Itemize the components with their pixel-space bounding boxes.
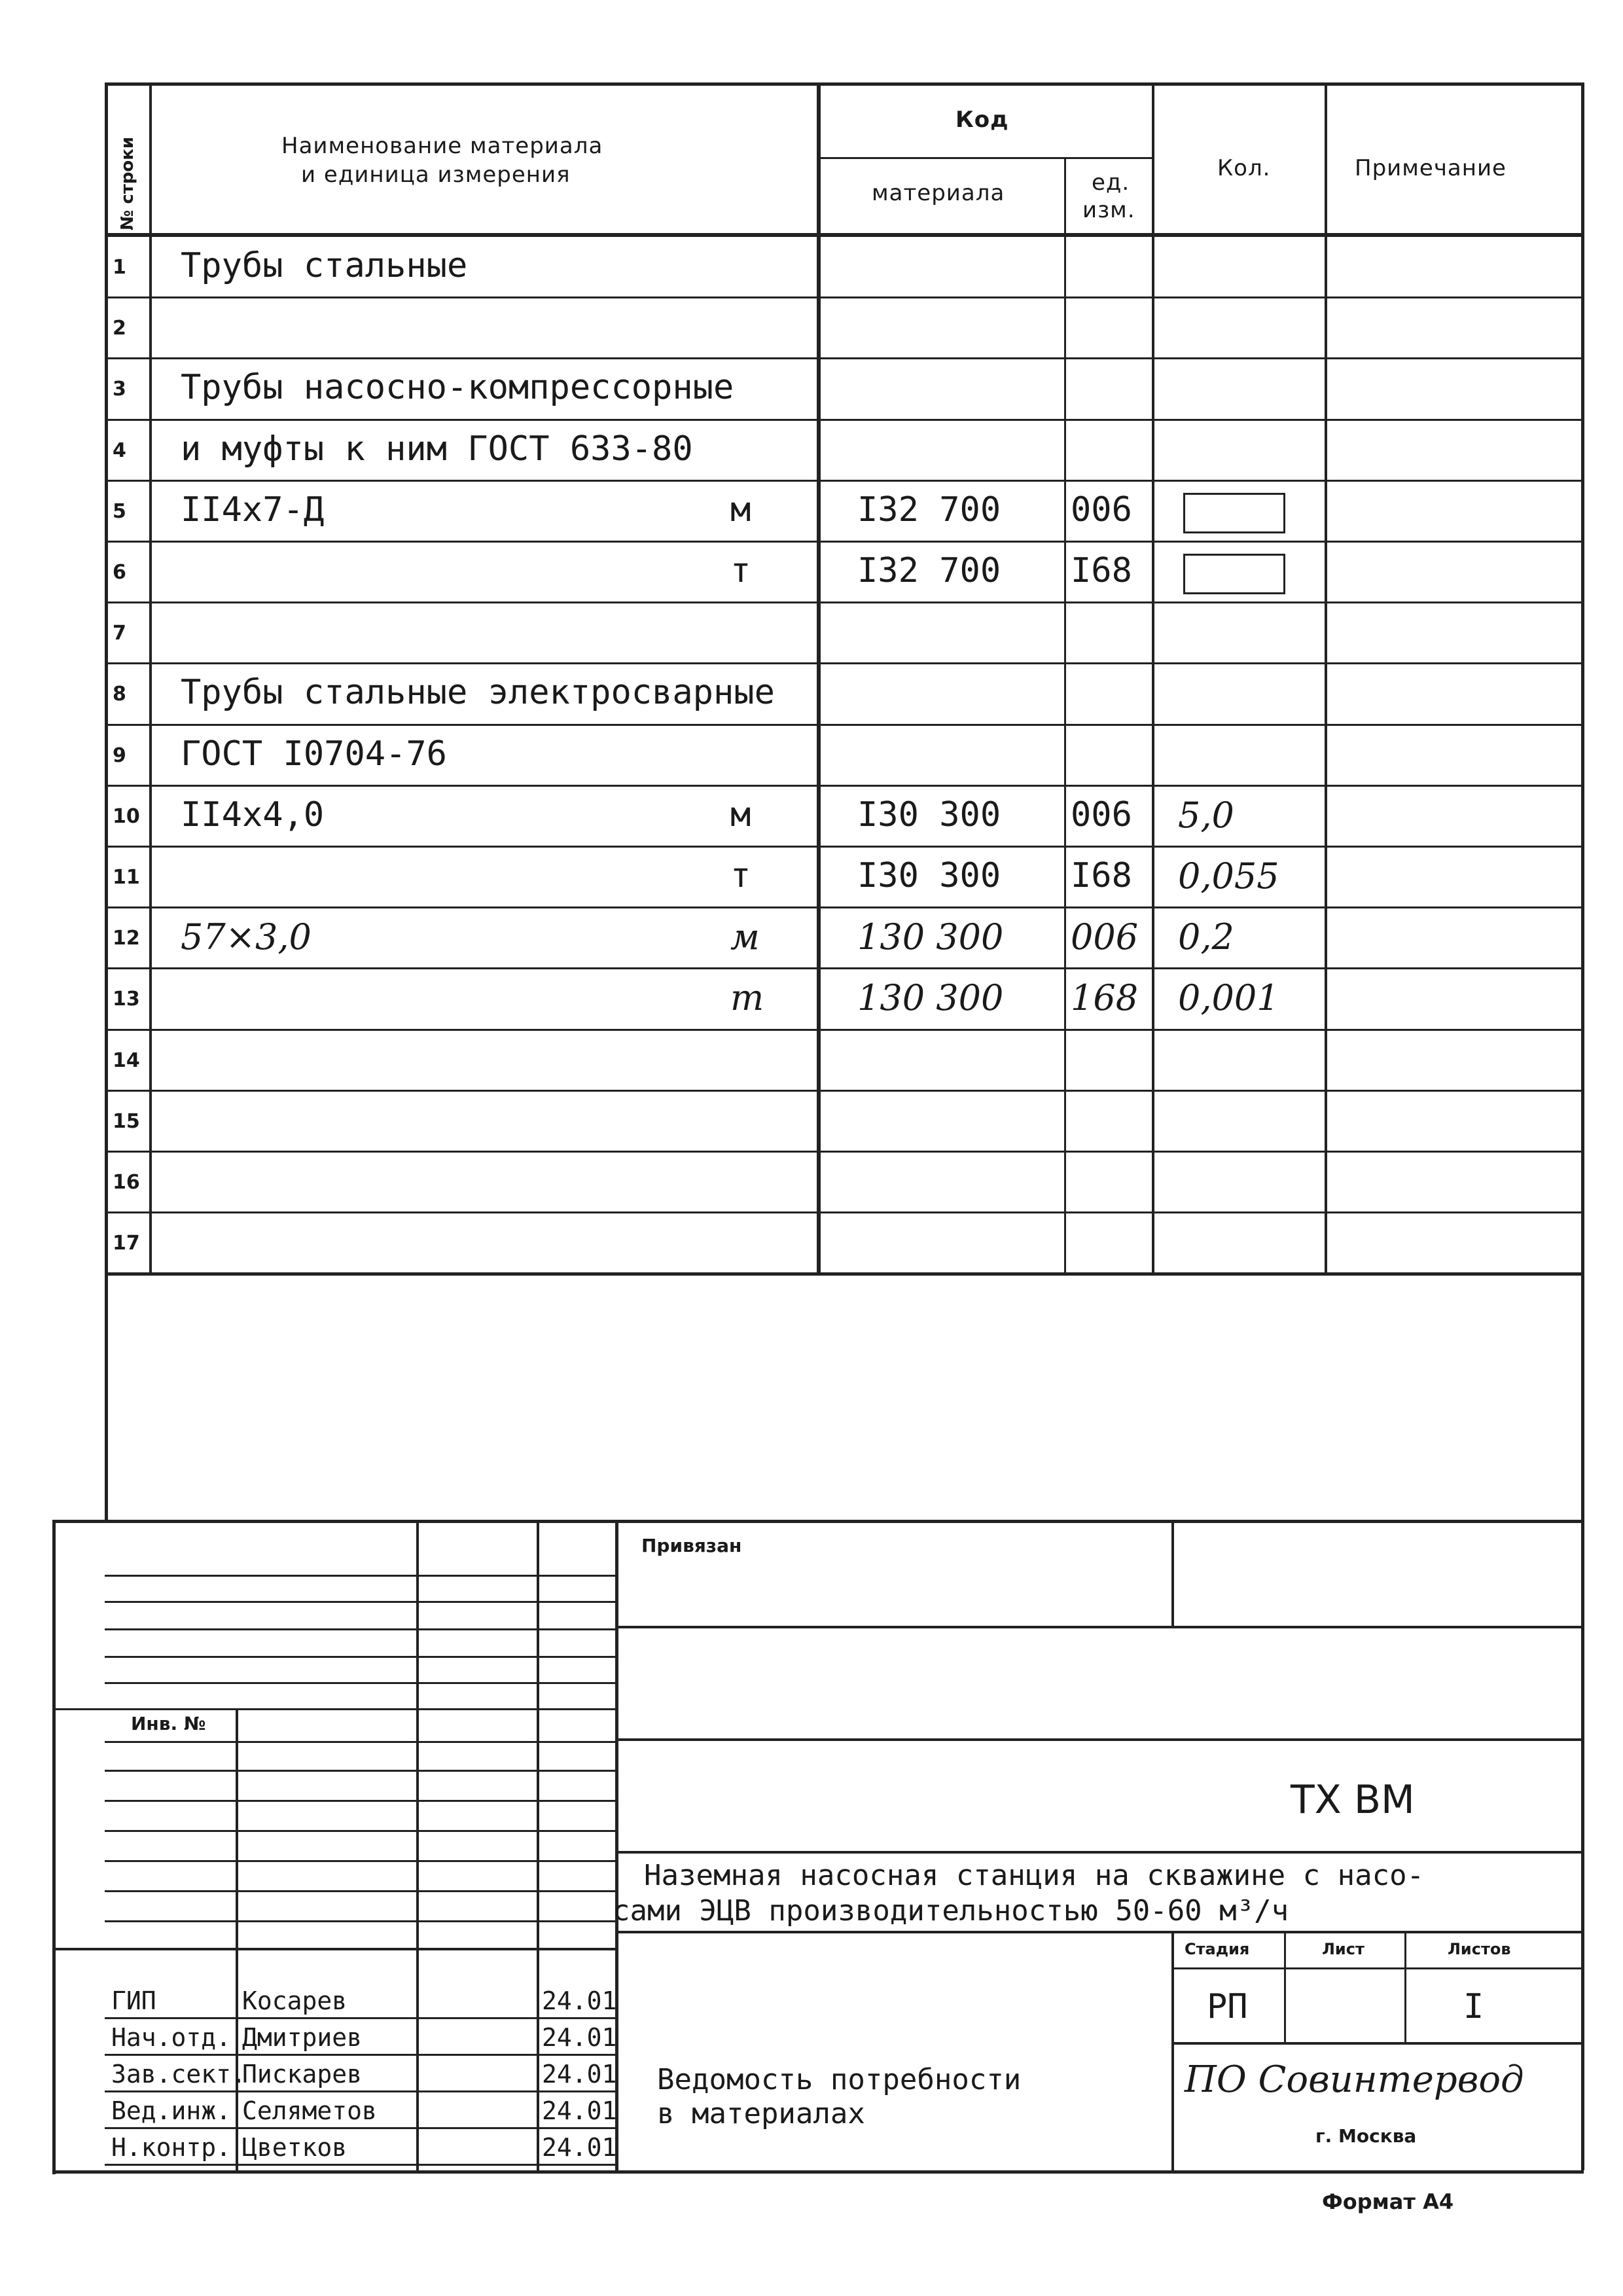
row-number: 8 <box>113 683 126 706</box>
sig-grid-line <box>105 1628 616 1630</box>
project-title-1: Наземная насосная станция на скважине с насо- <box>644 1859 1425 1892</box>
sig-grid-line <box>105 1682 616 1684</box>
inv-no-label: Инв. № <box>131 1713 206 1734</box>
material-code: I32 700 <box>857 490 1001 529</box>
signer-role: Н.контр. <box>111 2133 232 2162</box>
row-number: 16 <box>113 1171 140 1194</box>
material-name: 57×3,0 <box>181 916 312 958</box>
sig-grid-line <box>105 1741 616 1743</box>
row-number-header: № строки <box>118 136 137 230</box>
row-divider <box>105 1211 1584 1213</box>
row-number: 13 <box>113 988 140 1011</box>
row-divider <box>105 541 1584 543</box>
row-number: 14 <box>113 1049 140 1072</box>
row-number: 15 <box>113 1110 140 1133</box>
unit-code: I68 <box>1071 856 1132 895</box>
project-row-top <box>615 1851 1584 1854</box>
unit: м <box>730 490 751 529</box>
material-name: Трубы насосно-компрессорные <box>181 368 734 407</box>
row-number: 10 <box>113 805 140 828</box>
row-divider <box>105 357 1584 359</box>
col-name-line <box>817 82 821 1274</box>
signer-name: Пискарев <box>242 2060 363 2089</box>
unit-code: 006 <box>1071 916 1139 958</box>
sig-row-line <box>105 2090 616 2092</box>
signer-role: ГИП <box>111 1986 156 2015</box>
sig-row-line <box>105 2054 616 2056</box>
doc-title-1: Ведомость потребности <box>657 2063 1022 2096</box>
row-number: 17 <box>113 1232 140 1255</box>
material-name: и муфты к ним ГОСТ 633-80 <box>181 429 693 469</box>
stage-value: РП <box>1207 1987 1248 2026</box>
unit: м <box>730 916 760 958</box>
name-header-line2: и единица измерения <box>301 162 571 188</box>
sig-grid-line <box>105 1860 616 1862</box>
quantity: 0,055 <box>1178 855 1279 897</box>
header-bottom-border <box>105 233 1584 237</box>
title-block-bottom <box>52 2170 1584 2174</box>
row-divider <box>105 662 1584 664</box>
attached-bottom <box>615 1626 1584 1628</box>
doc-code: ТХ ВМ <box>1291 1777 1415 1823</box>
sig-col-1 <box>236 1708 238 2172</box>
name-header-line1: Наименование материала <box>281 133 603 159</box>
sig-row-line <box>105 2017 616 2019</box>
material-code: I30 300 <box>857 856 1001 895</box>
row-number: 2 <box>113 317 126 340</box>
row-number: 4 <box>113 439 126 462</box>
signer-role: Нач.отд. <box>111 2023 232 2052</box>
material-code: 130 300 <box>857 977 1004 1018</box>
city: г. Москва <box>1315 2125 1417 2147</box>
col-rownum-line <box>149 82 152 1274</box>
row-divider <box>105 846 1584 848</box>
material-name: ГОСТ I0704-76 <box>181 734 447 774</box>
signer-role: Вед.инж. <box>111 2096 232 2125</box>
code-row-top <box>615 1738 1584 1741</box>
signer-name: Косарев <box>242 1986 348 2015</box>
attached-split <box>1171 1520 1174 1626</box>
row-divider <box>105 1151 1584 1153</box>
code-material-header: материала <box>872 180 1005 206</box>
stage-row-top <box>615 1931 1584 1933</box>
row-number: 1 <box>113 256 126 279</box>
row-number: 9 <box>113 744 126 767</box>
stage-col-3 <box>1404 1931 1406 2043</box>
row-divider <box>105 296 1584 298</box>
attached-label: Привязан <box>641 1535 742 1556</box>
code-unit-header-2: изм. <box>1082 197 1135 223</box>
signer-date: 24.01 <box>542 2096 617 2125</box>
quantity-empty-box <box>1183 493 1285 533</box>
sheets-label: Листов <box>1448 1940 1511 1958</box>
title-outer-left <box>52 1520 56 2174</box>
material-code: 130 300 <box>857 916 1004 958</box>
row-number: 6 <box>113 561 126 584</box>
sig-row-line <box>105 2127 616 2129</box>
stage-value-bottom <box>1171 2042 1584 2045</box>
quantity: 5,0 <box>1178 795 1234 836</box>
title-block-top <box>52 1520 1584 1523</box>
material-name: Трубы стальные <box>181 246 468 285</box>
stage-label: Стадия <box>1185 1940 1250 1958</box>
stage-label-bottom <box>1171 1967 1584 1969</box>
code-header-split <box>818 157 1153 159</box>
table-right-border <box>1581 82 1584 2170</box>
quantity-empty-box <box>1183 554 1285 594</box>
table-top-border <box>105 82 1584 86</box>
row-divider <box>105 601 1584 603</box>
row-divider <box>105 1029 1584 1031</box>
col-material-line <box>1064 157 1066 1274</box>
col-qty-line <box>1325 82 1327 1274</box>
material-code: I32 700 <box>857 551 1001 590</box>
signer-role: Зав.сект. <box>111 2060 246 2089</box>
material-name: II4х7-Д <box>181 490 325 529</box>
sig-block-top <box>52 1948 616 1950</box>
material-name: II4х4,0 <box>181 795 325 834</box>
sig-row-line <box>105 2164 616 2166</box>
row-number: 5 <box>113 500 126 523</box>
unit: т <box>730 856 751 895</box>
signer-date: 24.01 <box>542 2023 617 2052</box>
unit: т <box>730 551 751 590</box>
row-divider <box>105 419 1584 421</box>
row-divider <box>105 724 1584 726</box>
sig-grid-line <box>105 1575 616 1577</box>
quantity: 0,001 <box>1178 977 1279 1018</box>
row-number: 12 <box>113 927 140 950</box>
sig-grid-line <box>105 1890 616 1892</box>
unit-code: 006 <box>1071 795 1132 834</box>
code-unit-header-1: ед. <box>1092 170 1130 196</box>
note-header: Примечание <box>1355 155 1507 181</box>
sig-grid-line <box>105 1830 616 1832</box>
row-divider <box>105 1272 1584 1274</box>
stage-col-2 <box>1284 1931 1286 2043</box>
row-divider <box>105 480 1584 482</box>
unit-code: 168 <box>1071 977 1139 1018</box>
col-unit-line <box>1152 82 1154 1274</box>
project-title-2: сами ЭЦВ производительностью 50-60 м³/ч <box>613 1894 1289 1928</box>
sig-grid-line <box>105 1656 616 1658</box>
row-divider <box>105 906 1584 908</box>
sheets-value: I <box>1463 1987 1484 2026</box>
sig-col-2 <box>416 1520 419 2172</box>
doc-title-2: в материалах <box>657 2097 865 2130</box>
signer-date: 24.01 <box>542 1986 617 2015</box>
signer-date: 24.01 <box>542 2133 617 2162</box>
row-divider <box>105 785 1584 787</box>
organization: ПО Совинтервод <box>1185 2058 1524 2101</box>
signer-name: Цветков <box>242 2133 348 2162</box>
signer-date: 24.01 <box>542 2060 617 2089</box>
unit: т <box>730 977 764 1018</box>
qty-header: Кол. <box>1217 155 1271 181</box>
format-label: Формат А4 <box>1322 2189 1454 2214</box>
code-header: Код <box>955 107 1009 133</box>
sig-grid-line <box>105 1601 616 1603</box>
sig-grid-line <box>105 1920 616 1922</box>
inv-separator <box>52 1708 616 1710</box>
quantity: 0,2 <box>1178 916 1234 958</box>
signer-name: Селяметов <box>242 2096 377 2125</box>
material-code: I30 300 <box>857 795 1001 834</box>
sheet-label: Лист <box>1322 1940 1364 1958</box>
signer-name: Дмитриев <box>242 2023 363 2052</box>
unit: м <box>730 795 751 834</box>
unit-code: 006 <box>1071 490 1132 529</box>
row-divider <box>105 1090 1584 1092</box>
sig-grid-line <box>105 1770 616 1772</box>
row-number: 7 <box>113 622 126 645</box>
row-divider <box>105 967 1584 969</box>
table-left-border <box>105 82 108 1522</box>
row-number: 11 <box>113 866 140 889</box>
material-name: Трубы стальные электросварные <box>181 673 775 712</box>
row-number: 3 <box>113 378 126 401</box>
sig-col-3 <box>537 1520 539 2172</box>
unit-code: I68 <box>1071 551 1132 590</box>
sig-grid-line <box>105 1800 616 1802</box>
